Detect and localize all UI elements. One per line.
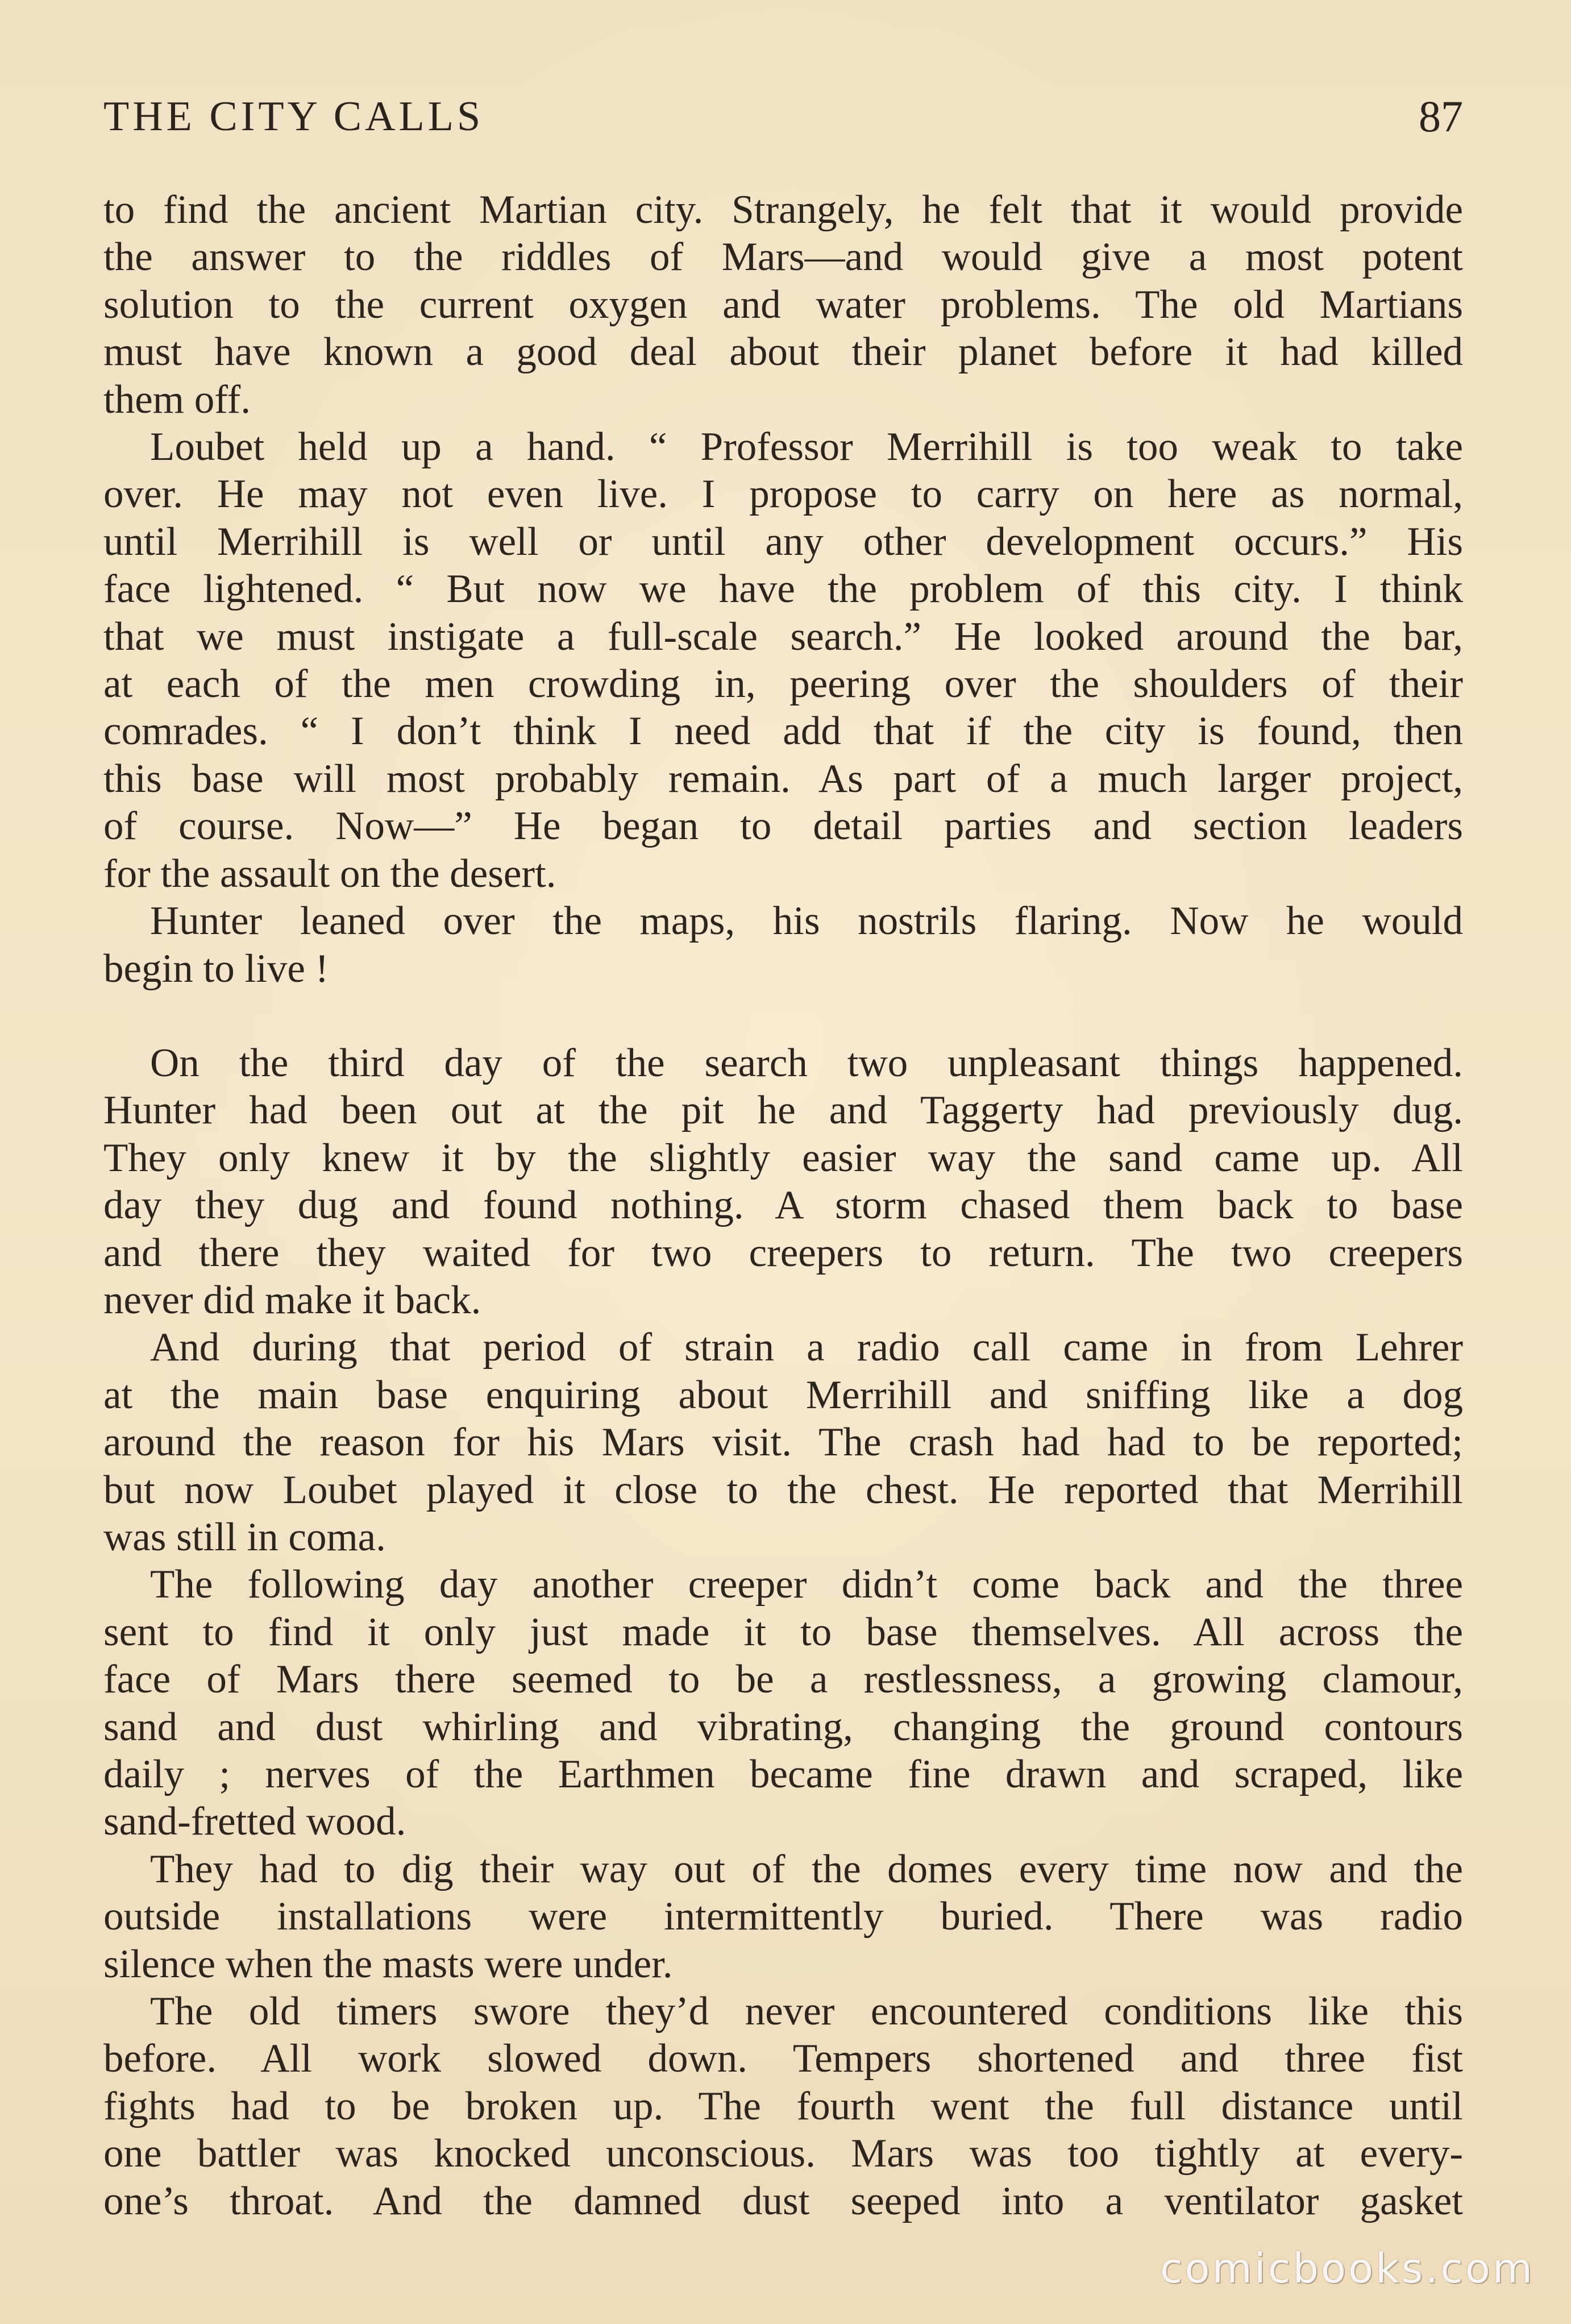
text-line: The old timers swore they’d never encountered conditions like this bbox=[150, 1989, 1463, 2034]
text-line: must have known a good deal about their planet before it had killed bbox=[103, 330, 1463, 375]
text-line: never did make it back. bbox=[103, 1277, 481, 1322]
text-line: On the third day of the search two unpleasant things happened. bbox=[150, 1040, 1463, 1085]
text-line: They only knew it by the slightly easier way the sand came up. All bbox=[103, 1135, 1463, 1180]
text-line: over. He may not even live. I propose to carry on here as normal, bbox=[103, 472, 1463, 517]
watermark: comicbooks.com bbox=[1159, 2244, 1535, 2292]
text-line: silence when the masts were under. bbox=[103, 1941, 673, 1986]
text-line: that we must instigate a full-scale search.” He looked around the bar, bbox=[103, 614, 1463, 659]
paragraph bbox=[103, 898, 1463, 993]
text-line: comrades. “ I don’t think I need add that if the city is found, then bbox=[103, 709, 1463, 754]
text-line: fights had to be broken up. The fourth went the full distance until bbox=[103, 2084, 1463, 2128]
text-line: Hunter had been out at the pit he and Taggerty had previously dug. bbox=[103, 1088, 1463, 1133]
paragraph bbox=[103, 1561, 1463, 1845]
text-line: was still in coma. bbox=[103, 1514, 386, 1559]
text-line: for the assault on the desert. bbox=[103, 851, 556, 896]
text-line: day they dug and found nothing. A storm chased them back to base bbox=[103, 1183, 1463, 1228]
text-line: them off. bbox=[103, 377, 251, 422]
text-line: sand-fretted wood. bbox=[103, 1799, 406, 1844]
text-line: one’s throat. And the damned dust seeped into a ventilator gasket bbox=[103, 2178, 1463, 2223]
text-line: one battler was knocked unconscious. Mars was too tightly at every- bbox=[103, 2131, 1463, 2176]
paragraph bbox=[103, 1988, 1463, 2225]
text-line: Hunter leaned over the maps, his nostrils flaring. Now he would bbox=[150, 899, 1463, 944]
section-break bbox=[103, 993, 1463, 1040]
text-line: The following day another creeper didn’t come back and the three bbox=[150, 1562, 1463, 1607]
text-line: and there they waited for two creepers to return. The two creepers bbox=[103, 1230, 1463, 1275]
text-line: They had to dig their way out of the domes every time now and the bbox=[150, 1846, 1463, 1891]
text-line: sent to find it only just made it to base themselves. All across the bbox=[103, 1609, 1463, 1654]
body-text bbox=[103, 186, 1463, 2225]
paragraph bbox=[103, 1324, 1463, 1561]
text-line: around the reason for his Mars visit. The crash had had to be reported; bbox=[103, 1420, 1463, 1465]
paragraph bbox=[103, 1846, 1463, 1988]
text-line: to find the ancient Martian city. Strangely, he felt that it would provide bbox=[103, 188, 1463, 232]
text-line: daily ; nerves of the Earthmen became fine drawn and scraped, like bbox=[103, 1752, 1463, 1796]
text-line: before. All work slowed down. Tempers shortened and three fist bbox=[103, 2036, 1463, 2081]
text-line: of course. Now—” He began to detail parties and section leaders bbox=[103, 804, 1463, 849]
paragraph bbox=[103, 1040, 1463, 1324]
text-line: solution to the current oxygen and water problems. The old Martians bbox=[103, 282, 1463, 327]
text-line: this base will most probably remain. As part of a much larger project, bbox=[103, 756, 1463, 801]
text-line: at the main base enquiring about Merrihill and sniffing like a dog bbox=[103, 1372, 1463, 1417]
text-line: Loubet held up a hand. “ Professor Merrihill is too weak to take bbox=[150, 425, 1463, 470]
text-line: the answer to the riddles of Mars—and would give a most potent bbox=[103, 235, 1463, 280]
text-line: but now Loubet played it close to the chest. He reported that Merrihill bbox=[103, 1467, 1463, 1512]
text-line: begin to live ! bbox=[103, 946, 329, 991]
running-head bbox=[103, 85, 1463, 148]
page-number: 87 bbox=[1419, 92, 1463, 141]
paragraph bbox=[103, 424, 1463, 898]
running-title: THE CITY CALLS bbox=[103, 93, 484, 140]
text-line: face of Mars there seemed to be a restlessness, a growing clamour, bbox=[103, 1657, 1463, 1702]
text-line: sand and dust whirling and vibrating, changing the ground contours bbox=[103, 1704, 1463, 1749]
text-line: face lightened. “ But now we have the problem of this city. I think bbox=[103, 567, 1463, 612]
text-line: until Merrihill is well or until any other development occurs.” His bbox=[103, 519, 1463, 564]
text-line: outside installations were intermittently buried. There was radio bbox=[103, 1894, 1463, 1939]
paragraph bbox=[103, 186, 1463, 424]
text-line: at each of the men crowding in, peering over the shoulders of their bbox=[103, 662, 1463, 707]
text-line: And during that period of strain a radio call came in from Lehrer bbox=[150, 1325, 1463, 1370]
